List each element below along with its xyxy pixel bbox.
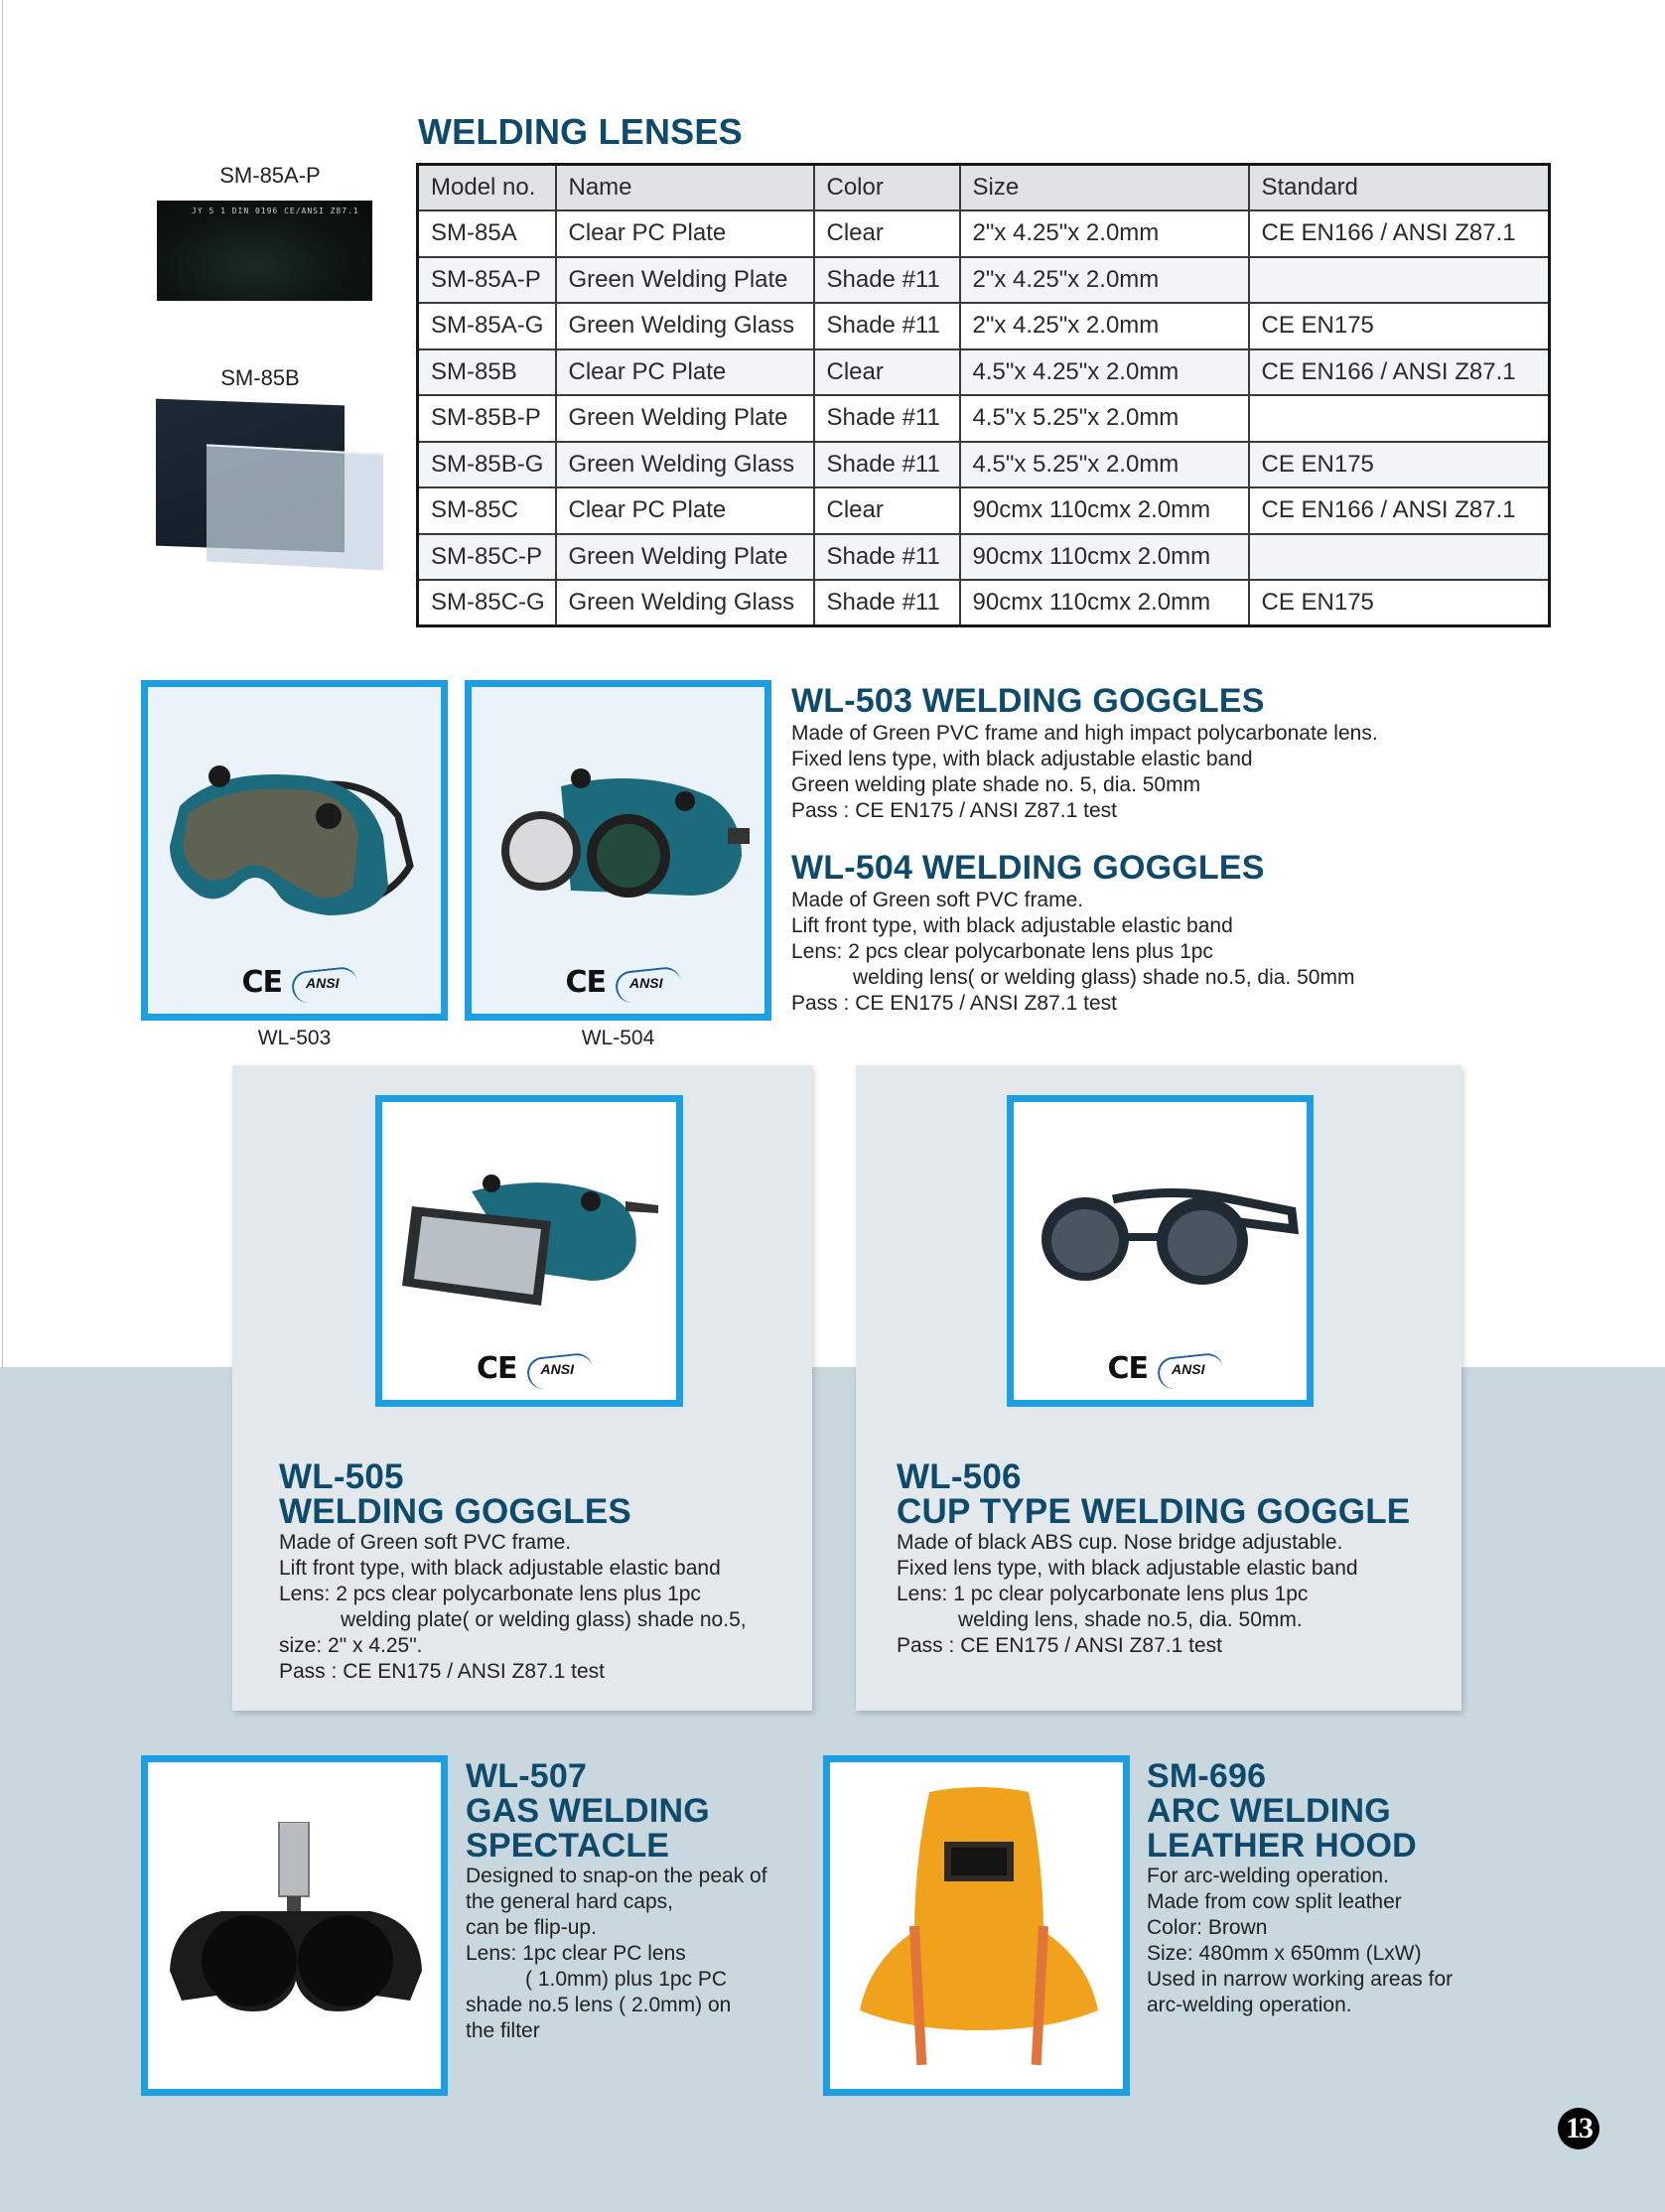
header-model: Model no. [418, 165, 556, 211]
desc-line: Used in narrow working areas for [1147, 1968, 1454, 1991]
cell-color: Shade #11 [814, 257, 960, 304]
product-desc-wl506 [897, 1457, 1411, 1659]
desc-line: Pass : CE EN175 / ANSI Z87.1 test [791, 992, 1117, 1015]
ce-mark-icon: CE [477, 1351, 517, 1386]
product-image-wl505 [375, 1095, 683, 1407]
desc-line: welding plate( or welding glass) shade no.5, [341, 1608, 747, 1631]
product-title-wl504: WL-504 WELDING GOGGLES [791, 849, 1265, 887]
product-code-wl506: WL-506 [897, 1457, 1022, 1496]
cell-name: Green Welding Plate [556, 534, 814, 581]
product-desc-wl503 [791, 681, 1378, 824]
ansi-logo-icon: ANSI [527, 1359, 582, 1379]
desc-line: Fixed lens type, with black adjustable elastic band [897, 1557, 1358, 1580]
cell-standard: CE EN175 [1249, 580, 1550, 626]
cell-size: 4.5"x 4.25"x 2.0mm [960, 349, 1249, 396]
desc-line: the filter [466, 2019, 540, 2042]
cell-size: 90cmx 110cmx 2.0mm [960, 487, 1249, 534]
product-image-sm696 [823, 1755, 1130, 2096]
cell-name: Green Welding Glass [556, 580, 814, 626]
product-title-wl505: WELDING GOGGLES [279, 1492, 631, 1531]
cell-size: 90cmx 110cmx 2.0mm [960, 534, 1249, 581]
table-row [418, 534, 1550, 581]
desc-line: Pass : CE EN175 / ANSI Z87.1 test [791, 799, 1117, 822]
certification-logos [382, 1351, 676, 1386]
desc-line: Lens: 1 pc clear polycarbonate lens plus 1pc [897, 1583, 1309, 1605]
ansi-logo-icon: ANSI [1158, 1359, 1212, 1379]
desc-line: Designed to snap-on the peak of [466, 1865, 767, 1887]
product-title-wl503: WL-503 WELDING GOGGLES [791, 682, 1265, 720]
lens-image-sm85ap [157, 201, 372, 301]
cell-standard [1249, 257, 1550, 304]
desc-line: can be flip-up. [466, 1916, 597, 1939]
desc-line: arc-welding operation. [1147, 1994, 1352, 2016]
cell-size: 2"x 4.25"x 2.0mm [960, 257, 1249, 304]
table-row [418, 303, 1550, 349]
goggle-wl503-illustration [160, 747, 428, 935]
desc-line: Made from cow split leather [1147, 1890, 1402, 1913]
product-panel-wl506 [856, 1065, 1461, 1711]
table-row [418, 580, 1550, 626]
cell-standard [1249, 395, 1550, 442]
header-name: Name [556, 165, 814, 211]
certification-logos [472, 965, 764, 1000]
product-title-sm696-line2: LEATHER HOOD [1147, 1827, 1417, 1865]
product-title-wl506: CUP TYPE WELDING GOGGLE [897, 1492, 1411, 1531]
product-desc-wl507 [466, 1759, 767, 2044]
lens-print-text: JY 5 1 DIN 0196 CE/ANSI Z87.1 [192, 207, 359, 215]
desc-line: Made of Green soft PVC frame. [279, 1531, 572, 1554]
ce-mark-icon: CE [565, 965, 607, 1000]
cell-model: SM-85A-G [418, 303, 556, 349]
desc-line: Lens: 1pc clear PC lens [466, 1942, 686, 1965]
cell-model: SM-85B-G [418, 442, 556, 488]
cell-name: Green Welding Glass [556, 442, 814, 488]
desc-line: Lift front type, with black adjustable elastic band [791, 914, 1233, 937]
cell-model: SM-85A [418, 210, 556, 257]
lens-image-label-sm85ap: SM-85A-P [219, 163, 321, 188]
desc-line: Size: 480mm x 650mm (LxW) [1147, 1942, 1422, 1965]
caption-wl503: WL-503 [257, 1027, 332, 1049]
desc-line: Lens: 2 pcs clear polycarbonate lens plus 1pc [279, 1583, 701, 1605]
cell-size: 4.5"x 5.25"x 2.0mm [960, 395, 1249, 442]
ce-mark-icon: CE [1107, 1351, 1149, 1386]
desc-line: For arc-welding operation. [1147, 1865, 1389, 1887]
product-image-wl504 [465, 680, 771, 1021]
goggle-wl504-illustration [482, 757, 760, 925]
cell-model: SM-85C-G [418, 580, 556, 626]
leather-hood-illustration [850, 1782, 1108, 2080]
table-header-row [418, 165, 1550, 211]
ansi-logo-icon: ANSI [292, 973, 347, 993]
header-standard: Standard [1249, 165, 1550, 211]
cell-color: Shade #11 [814, 580, 960, 626]
desc-line: Pass : CE EN175 / ANSI Z87.1 test [897, 1634, 1222, 1657]
product-image-wl503 [141, 680, 448, 1021]
desc-line: size: 2" x 4.25". [279, 1634, 423, 1657]
product-desc-wl504 [791, 848, 1354, 1017]
cell-name: Green Welding Plate [556, 257, 814, 304]
desc-line: welding lens( or welding glass) shade no.5, dia. 50mm [853, 966, 1355, 989]
product-image-wl507 [141, 1755, 448, 2096]
cell-model: SM-85B [418, 349, 556, 396]
cell-size: 90cmx 110cmx 2.0mm [960, 580, 1249, 626]
cell-standard: CE EN175 [1249, 303, 1550, 349]
cell-name: Green Welding Plate [556, 395, 814, 442]
caption-wl504: WL-504 [581, 1027, 655, 1049]
header-color: Color [814, 165, 960, 211]
desc-line: Made of Green PVC frame and high impact polycarbonate lens. [791, 722, 1378, 745]
ansi-logo-icon: ANSI [616, 973, 670, 993]
cell-name: Clear PC Plate [556, 210, 814, 257]
product-code-sm696: SM-696 [1147, 1757, 1267, 1795]
section-title-welding-lenses: WELDING LENSES [418, 111, 743, 152]
cell-name: Clear PC Plate [556, 487, 814, 534]
desc-line: Green welding plate shade no. 5, dia. 50mm [791, 773, 1201, 796]
lens-image-label-sm85b: SM-85B [220, 365, 300, 390]
cell-standard: CE EN175 [1249, 442, 1550, 488]
lens-image-sm85b-clear-plate [207, 444, 383, 570]
desc-line: Made of Green soft PVC frame. [791, 889, 1084, 911]
cell-color: Shade #11 [814, 534, 960, 581]
product-desc-wl505 [279, 1457, 747, 1685]
desc-line: shade no.5 lens ( 2.0mm) on [466, 1994, 732, 2016]
desc-line: welding lens, shade no.5, dia. 50mm. [958, 1608, 1303, 1631]
cell-standard: CE EN166 / ANSI Z87.1 [1249, 487, 1550, 534]
product-title-sm696-line1: ARC WELDING [1147, 1792, 1391, 1830]
desc-line: Lens: 2 pcs clear polycarbonate lens plus 1pc [791, 940, 1213, 963]
table-row [418, 349, 1550, 396]
cell-standard: CE EN166 / ANSI Z87.1 [1249, 349, 1550, 396]
table-row [418, 210, 1550, 257]
page-number-badge: 13 [1558, 2108, 1599, 2149]
cell-model: SM-85C [418, 487, 556, 534]
cell-color: Shade #11 [814, 303, 960, 349]
cell-color: Shade #11 [814, 442, 960, 488]
desc-line: Color: Brown [1147, 1916, 1268, 1939]
cell-model: SM-85A-P [418, 257, 556, 304]
desc-line: Lift front type, with black adjustable elastic band [279, 1557, 721, 1580]
cell-name: Clear PC Plate [556, 349, 814, 396]
cell-color: Clear [814, 210, 960, 257]
ce-mark-icon: CE [241, 965, 283, 1000]
desc-line: Pass : CE EN175 / ANSI Z87.1 test [279, 1660, 605, 1683]
product-title-wl507-line1: GAS WELDING [466, 1792, 710, 1830]
table-row [418, 487, 1550, 534]
cell-color: Clear [814, 487, 960, 534]
table-row [418, 442, 1550, 488]
table-row [418, 257, 1550, 304]
product-panel-wl505 [232, 1065, 812, 1711]
cell-model: SM-85C-P [418, 534, 556, 581]
product-image-wl506 [1007, 1095, 1314, 1407]
desc-line: the general hard caps, [466, 1890, 673, 1913]
desc-line: Made of black ABS cup. Nose bridge adjustable. [897, 1531, 1343, 1554]
desc-line: Fixed lens type, with black adjustable elastic band [791, 748, 1253, 770]
cell-color: Clear [814, 349, 960, 396]
table-row [418, 395, 1550, 442]
lens-spec-table [416, 163, 1551, 627]
product-code-wl505: WL-505 [279, 1457, 404, 1496]
cell-size: 2"x 4.25"x 2.0mm [960, 210, 1249, 257]
certification-logos [1014, 1351, 1307, 1386]
cell-standard: CE EN166 / ANSI Z87.1 [1249, 210, 1550, 257]
cell-color: Shade #11 [814, 395, 960, 442]
product-title-wl507-line2: SPECTACLE [466, 1827, 670, 1865]
header-size: Size [960, 165, 1249, 211]
goggle-wl506-illustration [1034, 1181, 1302, 1301]
product-code-wl507: WL-507 [466, 1757, 588, 1795]
cell-name: Green Welding Glass [556, 303, 814, 349]
certification-logos [148, 965, 441, 1000]
cell-size: 4.5"x 5.25"x 2.0mm [960, 442, 1249, 488]
product-desc-sm696 [1147, 1759, 1453, 2018]
desc-line: ( 1.0mm) plus 1pc PC [525, 1968, 728, 1991]
cell-model: SM-85B-P [418, 395, 556, 442]
cell-size: 2"x 4.25"x 2.0mm [960, 303, 1249, 349]
cell-standard [1249, 534, 1550, 581]
spectacle-wl507-illustration [162, 1822, 430, 2020]
goggle-wl505-illustration [402, 1172, 660, 1320]
